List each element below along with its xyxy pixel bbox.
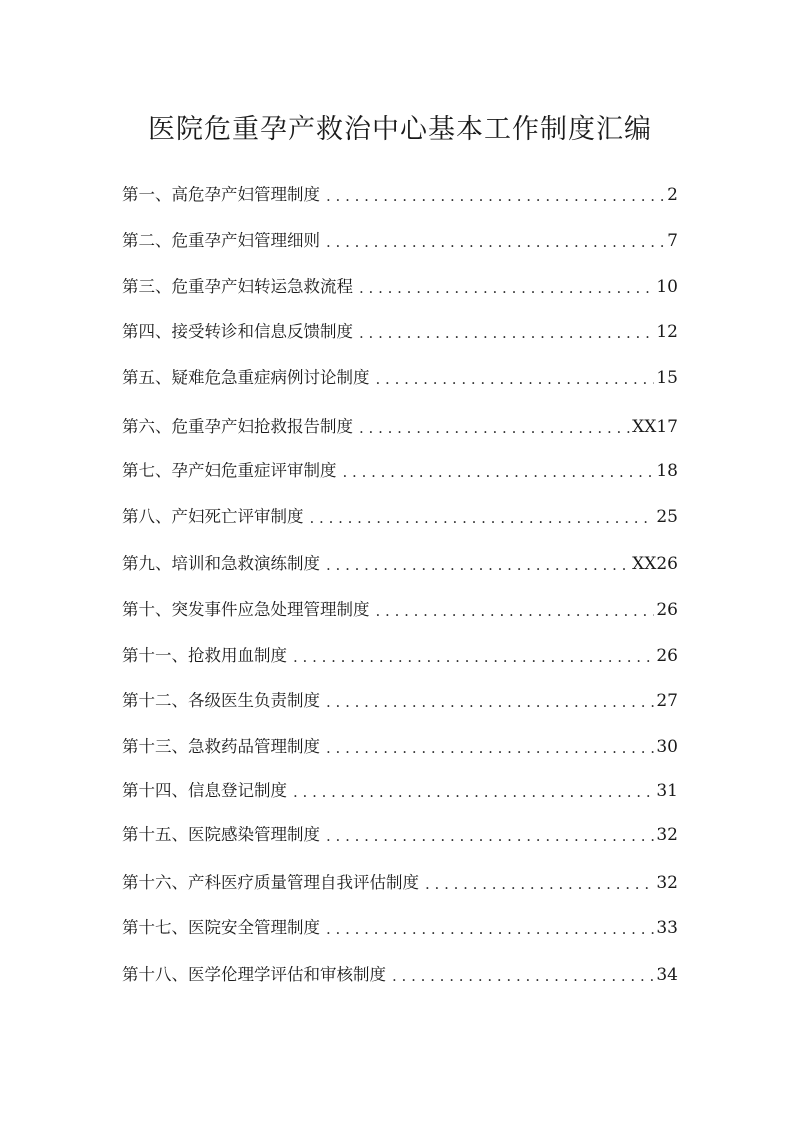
toc-page-number: 12 <box>656 322 678 342</box>
toc-dot-leader <box>293 643 654 671</box>
toc-dot-leader <box>326 822 654 850</box>
toc-entry[interactable] <box>122 868 678 898</box>
toc-dot-leader <box>326 734 654 762</box>
toc-dot-leader <box>326 688 654 716</box>
toc-entry-label: 第十六、产科医疗质量管理自我评估制度 <box>122 873 419 892</box>
toc-dot-leader <box>343 458 655 486</box>
toc-dot-leader <box>310 504 655 532</box>
toc-entry[interactable] <box>122 641 678 671</box>
toc-page-number: 26 <box>656 600 678 620</box>
toc-page-number: 32 <box>656 873 678 893</box>
toc-dot-leader <box>392 962 654 990</box>
toc-page-number: 27 <box>656 691 678 711</box>
toc-dot-leader <box>425 870 654 898</box>
toc-entry[interactable] <box>122 502 678 532</box>
toc-entry[interactable] <box>122 180 678 210</box>
toc-dot-leader <box>326 551 630 579</box>
toc-entry-label: 第四、接受转诊和信息反馈制度 <box>122 322 353 341</box>
toc-entry-label: 第二、危重孕产妇管理细则 <box>122 231 320 250</box>
toc-page-number: 31 <box>656 781 678 801</box>
toc-page-number: 18 <box>656 461 678 481</box>
toc-entry[interactable] <box>122 960 678 990</box>
toc-page-number: 10 <box>656 277 678 297</box>
toc-page-number: 32 <box>656 825 678 845</box>
toc-entry[interactable] <box>122 820 678 850</box>
toc-page-number: 33 <box>656 918 678 938</box>
toc-entry-label: 第十、突发事件应急处理管理制度 <box>122 600 370 619</box>
toc-page-number: 34 <box>656 965 678 985</box>
toc-dot-leader <box>359 274 654 302</box>
toc-page-number: 7 <box>667 231 678 251</box>
toc-entry[interactable] <box>122 595 678 625</box>
toc-entry[interactable] <box>122 732 678 762</box>
toc-entry-label: 第三、危重孕产妇转运急救流程 <box>122 277 353 296</box>
toc-entry[interactable] <box>122 363 678 393</box>
toc-dot-leader <box>359 319 654 347</box>
toc-entry-label: 第十一、抢救用血制度 <box>122 646 287 665</box>
toc-entry[interactable] <box>122 226 678 256</box>
toc-dot-leader <box>326 182 665 210</box>
toc-dot-leader <box>326 915 654 943</box>
toc-entry[interactable] <box>122 272 678 302</box>
document-title: 医院危重孕产救治中心基本工作制度汇编 <box>148 114 652 145</box>
toc-entry[interactable] <box>122 549 678 579</box>
toc-entry[interactable] <box>122 776 678 806</box>
toc-entry-label: 第六、危重孕产妇抢救报告制度 <box>122 417 353 436</box>
toc-entry-label: 第一、高危孕产妇管理制度 <box>122 185 320 204</box>
toc-page-number: 2 <box>667 185 678 205</box>
toc-page-number: XX17 <box>632 417 678 437</box>
toc-entry-label: 第十二、各级医生负责制度 <box>122 691 320 710</box>
toc-entry[interactable] <box>122 686 678 716</box>
toc-dot-leader <box>293 778 654 806</box>
toc-entry[interactable] <box>122 412 678 442</box>
toc-entry-label: 第九、培训和急救演练制度 <box>122 554 320 573</box>
toc-entry-label: 第十八、医学伦理学评估和审核制度 <box>122 965 386 984</box>
toc-entry[interactable] <box>122 913 678 943</box>
toc-dot-leader <box>376 597 655 625</box>
toc-page-number: 26 <box>656 646 678 666</box>
toc-entry[interactable] <box>122 456 678 486</box>
toc-entry-label: 第十五、医院感染管理制度 <box>122 825 320 844</box>
toc-entry-label: 第十三、急救药品管理制度 <box>122 737 320 756</box>
toc-page-number: 15 <box>656 368 678 388</box>
toc-entry-label: 第十七、医院安全管理制度 <box>122 918 320 937</box>
toc-page-number: 25 <box>656 507 678 527</box>
toc-entry-label: 第五、疑难危急重症病例讨论制度 <box>122 368 370 387</box>
toc-page-number: 30 <box>656 737 678 757</box>
toc-entry-label: 第七、孕产妇危重症评审制度 <box>122 461 337 480</box>
toc-entry[interactable] <box>122 317 678 347</box>
toc-dot-leader <box>326 228 665 256</box>
toc-page-number: XX26 <box>632 554 678 574</box>
toc-entry-label: 第八、产妇死亡评审制度 <box>122 507 304 526</box>
toc-dot-leader <box>359 414 630 442</box>
toc-entry-label: 第十四、信息登记制度 <box>122 781 287 800</box>
toc-dot-leader <box>376 365 655 393</box>
